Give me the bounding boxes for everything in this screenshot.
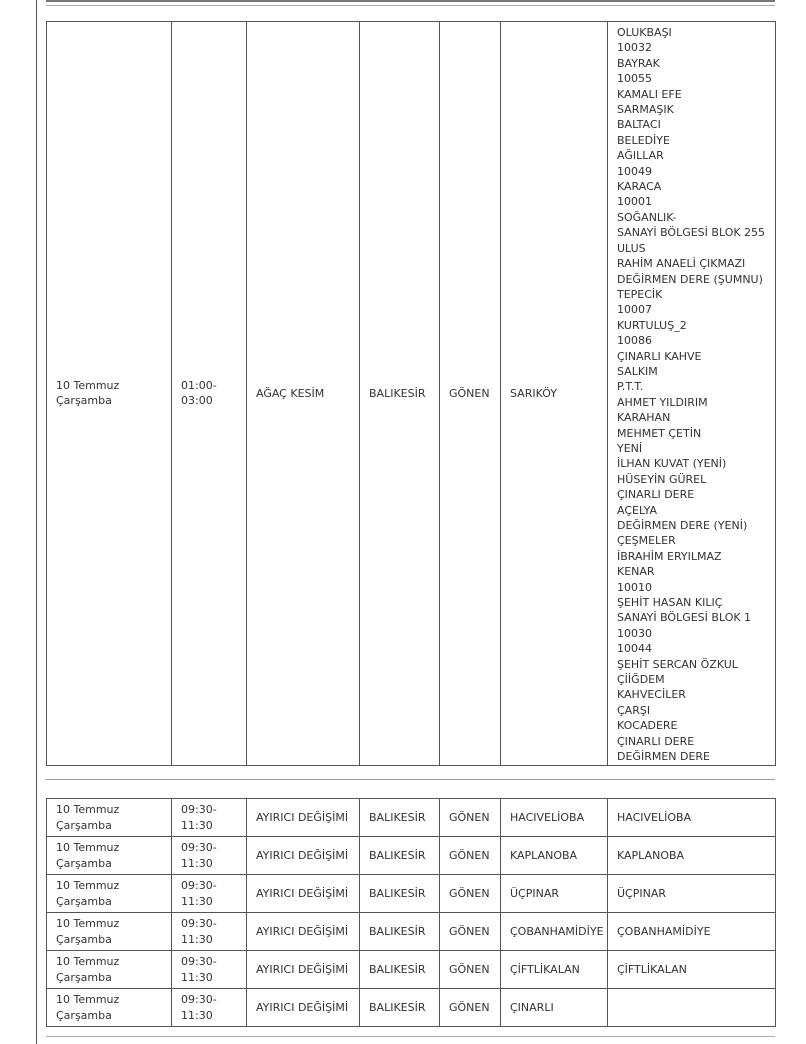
date-cell bbox=[47, 875, 172, 913]
street-item: ÇINARLI KAHVE bbox=[617, 349, 702, 363]
street-item: DEĞİRMEN DERE (ŞUMNU) bbox=[617, 272, 763, 286]
province-cell: BALIKESİR bbox=[360, 837, 440, 875]
date-day: 10 Temmuz bbox=[56, 955, 120, 969]
district-cell: GÖNEN bbox=[440, 951, 501, 989]
province-cell: BALIKESİR bbox=[360, 913, 440, 951]
time-end: 11:30 bbox=[181, 932, 213, 946]
street-item: 10032 bbox=[617, 41, 652, 55]
neighborhood-cell: KAPLANOBA bbox=[501, 837, 608, 875]
street-item: SANAYİ BÖLGESİ BLOK 1 bbox=[617, 611, 752, 625]
street-item: DEĞİRMEN DERE bbox=[617, 750, 711, 764]
date-day: 10 Temmuz bbox=[56, 917, 120, 931]
time-start: 09:30- bbox=[181, 955, 217, 969]
time-start: 09:30- bbox=[181, 879, 217, 893]
neighborhood-cell: ÜÇPINAR bbox=[501, 875, 608, 913]
street-item: 10007 bbox=[617, 303, 652, 317]
district-cell: GÖNEN bbox=[440, 22, 501, 766]
district-cell: GÖNEN bbox=[440, 913, 501, 951]
street-item: HÜSEYİN GÜREL bbox=[617, 472, 707, 486]
province-cell: BALIKESİR bbox=[360, 989, 440, 1027]
street-item: 10044 bbox=[617, 642, 652, 656]
section-separator bbox=[37, 762, 775, 798]
street-item: ÇARŞI bbox=[617, 703, 651, 717]
street-item: AĞILLAR bbox=[617, 149, 664, 163]
street-item: 10086 bbox=[617, 334, 652, 348]
time-start: 09:30- bbox=[181, 917, 217, 931]
table-row bbox=[47, 951, 776, 989]
time-end: 11:30 bbox=[181, 856, 213, 870]
street-item: 10055 bbox=[617, 72, 652, 86]
district-cell: GÖNEN bbox=[440, 875, 501, 913]
date-cell bbox=[47, 913, 172, 951]
street-item: KARACA bbox=[617, 180, 662, 194]
table-row bbox=[47, 837, 776, 875]
reason-cell: AYIRICI DEĞİŞİMİ bbox=[247, 913, 360, 951]
date-weekday: Çarşamba bbox=[56, 1008, 112, 1022]
streets-cell bbox=[608, 989, 776, 1027]
street-item: OLUKBAŞI bbox=[617, 26, 672, 39]
street-item: 10001 bbox=[617, 195, 652, 209]
neighborhood-cell: ÇİFTLİKALAN bbox=[501, 951, 608, 989]
street-item: AHMET YILDIRIM bbox=[617, 395, 708, 409]
street-item: ŞEHİT HASAN KILIÇ bbox=[617, 596, 723, 610]
street-item: RAHİM ANAELİ ÇIKMAZI bbox=[617, 257, 746, 271]
date-cell bbox=[47, 799, 172, 837]
district-cell: GÖNEN bbox=[440, 837, 501, 875]
time-cell bbox=[172, 951, 247, 989]
time-end: 11:30 bbox=[181, 818, 213, 832]
date-cell bbox=[47, 837, 172, 875]
time-cell bbox=[172, 799, 247, 837]
date-weekday: Çarşamba bbox=[56, 394, 112, 408]
reason-cell: AĞAÇ KESİM bbox=[247, 22, 360, 766]
street-item: ÇİİĞDEM bbox=[617, 673, 665, 687]
reason-cell: AYIRICI DEĞİŞİMİ bbox=[247, 837, 360, 875]
street-item: SANAYİ BÖLGESİ BLOK 255 bbox=[617, 226, 766, 240]
street-item: İLHAN KUVAT (YENİ) bbox=[617, 457, 727, 471]
street-item: SALKIM bbox=[617, 364, 658, 378]
date-weekday: Çarşamba bbox=[56, 970, 112, 984]
date-weekday: Çarşamba bbox=[56, 818, 112, 832]
time-cell bbox=[172, 913, 247, 951]
street-item: KURTULUŞ_2 bbox=[617, 318, 687, 332]
separator-line bbox=[46, 779, 775, 780]
street-item: ŞEHİT SERCAN ÖZKUL bbox=[617, 657, 738, 671]
street-item: BELEDİYE bbox=[617, 133, 670, 147]
street-item: P.T.T. bbox=[617, 380, 644, 394]
neighborhood-cell: HACIVELİOBA bbox=[501, 799, 608, 837]
street-item: AÇELYA bbox=[617, 503, 658, 517]
street-item: MEHMET ÇETİN bbox=[617, 426, 702, 440]
time-start: 09:30- bbox=[181, 841, 217, 855]
date-weekday: Çarşamba bbox=[56, 856, 112, 870]
date-day: 10 Temmuz bbox=[56, 803, 120, 817]
time-end: 11:30 bbox=[181, 894, 213, 908]
time-end: 11:30 bbox=[181, 1008, 213, 1022]
street-item: TEPECİK bbox=[617, 287, 663, 301]
street-item: BALTACI bbox=[617, 118, 661, 132]
time-end: 03:00 bbox=[181, 394, 213, 408]
neighborhood-cell: ÇINARLI bbox=[501, 989, 608, 1027]
time-end: 11:30 bbox=[181, 970, 213, 984]
reason-cell: AYIRICI DEĞİŞİMİ bbox=[247, 875, 360, 913]
table-row bbox=[47, 913, 776, 951]
street-item: ÇINARLI DERE bbox=[617, 488, 695, 502]
table-row bbox=[47, 875, 776, 913]
time-cell bbox=[172, 989, 247, 1027]
date-weekday: Çarşamba bbox=[56, 894, 112, 908]
street-item: KARAHAN bbox=[617, 411, 671, 425]
time-start: 01:00- bbox=[181, 378, 217, 392]
street-item: ULUS bbox=[617, 241, 646, 255]
province-cell: BALIKESİR bbox=[360, 875, 440, 913]
time-cell bbox=[172, 22, 247, 766]
street-item: 10010 bbox=[617, 580, 652, 594]
streets-cell: KAPLANOBA bbox=[608, 837, 776, 875]
time-start: 09:30- bbox=[181, 803, 217, 817]
date-weekday: Çarşamba bbox=[56, 932, 112, 946]
province-cell: BALIKESİR bbox=[360, 799, 440, 837]
district-cell: GÖNEN bbox=[440, 989, 501, 1027]
date-day: 10 Temmuz bbox=[56, 879, 120, 893]
reason-cell: AYIRICI DEĞİŞİMİ bbox=[247, 951, 360, 989]
date-cell bbox=[47, 22, 172, 766]
neighborhood-cell: ÇOBANHAMİDİYE bbox=[501, 913, 608, 951]
neighborhood-cell: SARIKÖY bbox=[501, 22, 608, 766]
time-cell bbox=[172, 837, 247, 875]
outage-table-main bbox=[46, 21, 776, 766]
street-item: KAHVECİLER bbox=[617, 688, 686, 702]
page-container bbox=[36, 0, 774, 1044]
street-item: KOCADERE bbox=[617, 719, 678, 733]
street-item: 10030 bbox=[617, 626, 652, 640]
top-divider-secondary bbox=[46, 5, 775, 6]
table-row bbox=[47, 799, 776, 837]
street-item: 10049 bbox=[617, 164, 652, 178]
streets-cell bbox=[608, 22, 776, 766]
street-item: SOĞANLIK- bbox=[617, 210, 677, 224]
street-item: İBRAHİM ERYILMAZ bbox=[617, 549, 722, 563]
street-item: KENAR bbox=[617, 565, 655, 579]
time-start: 09:30- bbox=[181, 993, 217, 1007]
street-item: DEĞİRMEN DERE (YENİ) bbox=[617, 519, 748, 532]
district-cell: GÖNEN bbox=[440, 799, 501, 837]
street-item: BAYRAK bbox=[617, 56, 660, 70]
street-item: ÇINARLI DERE bbox=[617, 734, 695, 748]
streets-cell: ÇOBANHAMİDİYE bbox=[608, 913, 776, 951]
top-divider bbox=[46, 0, 775, 2]
bottom-divider bbox=[46, 1036, 775, 1037]
streets-cell: ÜÇPINAR bbox=[608, 875, 776, 913]
street-item: YENİ bbox=[617, 441, 643, 455]
date-day: 10 Temmuz bbox=[56, 993, 120, 1007]
street-item: KAMALI EFE bbox=[617, 87, 682, 101]
date-cell bbox=[47, 989, 172, 1027]
streets-cell: HACIVELİOBA bbox=[608, 799, 776, 837]
date-day: 10 Temmuz bbox=[56, 841, 120, 855]
reason-cell: AYIRICI DEĞİŞİMİ bbox=[247, 989, 360, 1027]
outage-table-secondary bbox=[46, 798, 776, 1027]
date-cell bbox=[47, 951, 172, 989]
reason-cell: AYIRICI DEĞİŞİMİ bbox=[247, 799, 360, 837]
time-cell bbox=[172, 875, 247, 913]
street-item: ÇEŞMELER bbox=[617, 534, 676, 548]
date-day: 10 Temmuz bbox=[56, 378, 120, 392]
province-cell: BALIKESİR bbox=[360, 951, 440, 989]
streets-cell: ÇİFTLİKALAN bbox=[608, 951, 776, 989]
province-cell: BALIKESİR bbox=[360, 22, 440, 766]
table-row bbox=[47, 989, 776, 1027]
table-row bbox=[47, 22, 776, 766]
street-item: SARMAŞIK bbox=[617, 103, 674, 117]
